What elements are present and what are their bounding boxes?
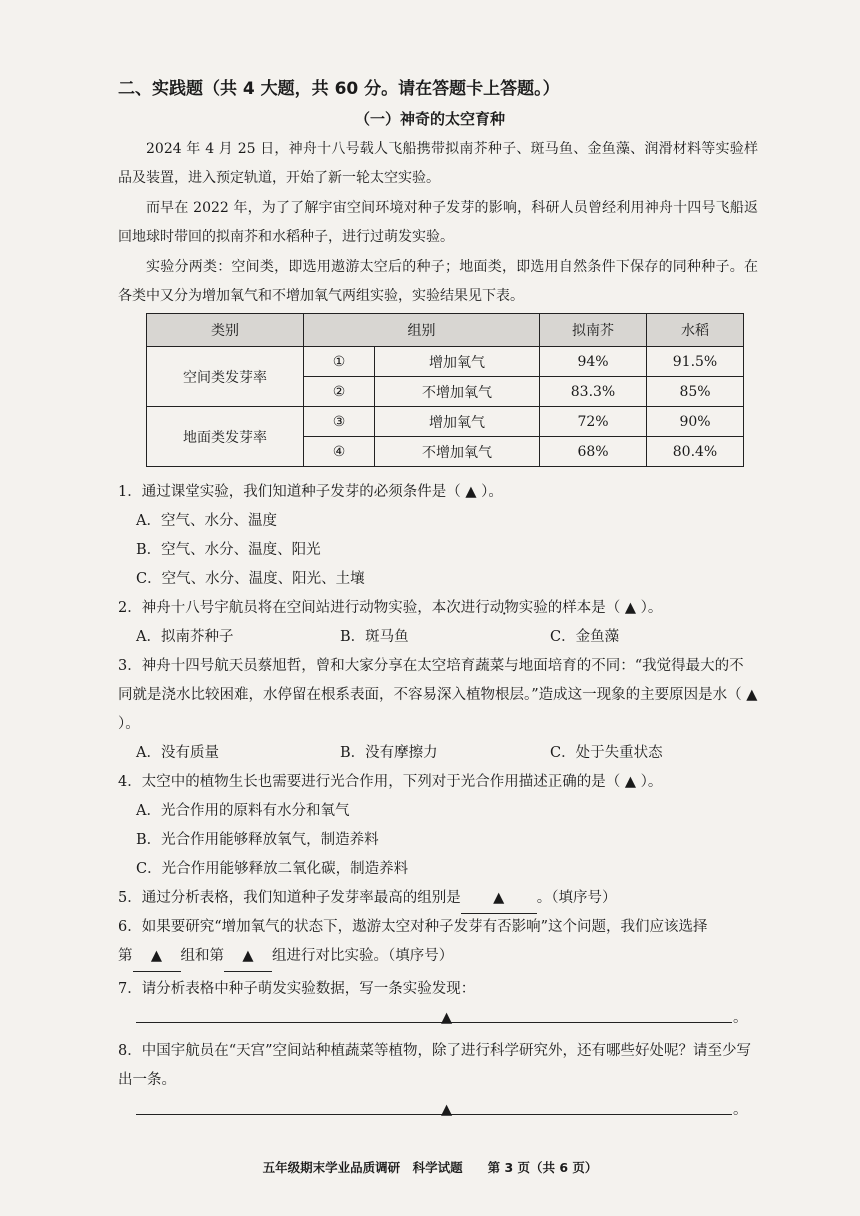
question-1-option-c: C．空气、水分、温度、阳光、土壤 [136,571,365,587]
question-2-option-c: C．金鱼藻 [550,629,620,645]
section-title: 二、实践题（共 4 大题，共 60 分。请在答题卡上答题。） [118,79,560,99]
question-5-answer-blank[interactable]: ▲ [461,884,537,914]
group-name: 不增加氧气 [375,377,540,407]
rate-rice: 80.4% [647,437,744,467]
question-2-emphasis: 动物 [489,600,519,616]
group-number: ④ [304,437,375,467]
table-header-row [147,314,744,347]
group-name: 不增加氧气 [375,437,540,467]
question-3-stem: 3．神舟十四号航天员蔡旭哲，曾和大家分享在太空培育蔬菜与地面培育的不同：“我觉得最大的不同就是浇水比较困难，水停留在根系表面，不容易深入植物根层。”造成这一现象的主要原因是水（ ▲ ）。 [118,658,758,732]
question-1-option-b: B．空气、水分、温度、阳光 [136,542,321,558]
page-footer: 五年级期末学业品质调研 科学试题 第 3 页（共 6 页） [262,1160,598,1175]
question-6-post: 组进行对比实验。（填序号） [272,948,454,964]
question-7-answer-line[interactable] [136,1022,732,1023]
rate-arabidopsis: 68% [540,437,647,467]
table-row [147,347,744,377]
question-2-option-b: B．斑马鱼 [340,629,409,645]
rate-arabidopsis: 83.3% [540,377,647,407]
category-space: 空间类发芽率 [147,347,304,407]
group-number: ③ [304,407,375,437]
question-4-option-b: B．光合作用能够释放氧气，制造养料 [136,832,379,848]
question-2-option-a: A．拟南芥种子 [136,629,234,645]
question-8-end-mark: 。 [733,1102,748,1118]
rate-rice: 90% [647,407,744,437]
question-4-option-c: C．光合作用能够释放二氧化碳，制造养料 [136,861,409,877]
rate-rice: 91.5% [647,347,744,377]
group-number: ① [304,347,375,377]
sub-title: （一）神奇的太空育种 [354,110,505,128]
question-6-mid: 组和第 [180,948,224,964]
header-arabidopsis: 拟南芥 [540,314,647,347]
question-7-end-mark: 。 [733,1010,748,1026]
rate-rice: 85% [647,377,744,407]
question-2-stem-post: 实验的样本是（ ▲ ）。 [518,600,663,616]
question-3-option-a: A．没有质量 [136,745,219,761]
table-row [147,407,744,437]
group-number: ② [304,377,375,407]
question-4-stem: 4．太空中的植物生长也需要进行光合作用，下列对于光合作用描述正确的是（ ▲ ）。 [118,774,663,790]
intro-paragraph-1: 2024 年 4 月 25 日，神舟十八号载人飞船携带拟南芥种子、斑马鱼、金鱼藻、润滑材料等实验样品及装置，进入预定轨道，开始了新一轮太空实验。 [118,141,758,186]
question-2-stem [118,594,758,623]
question-4-option-a: A．光合作用的原料有水分和氧气 [136,803,350,819]
question-6-answer-blank-2[interactable]: ▲ [224,942,272,972]
rate-arabidopsis: 94% [540,347,647,377]
category-ground: 地面类发芽率 [147,407,304,467]
question-6-answer-blank-1[interactable]: ▲ [133,942,181,972]
question-8-answer-line[interactable] [136,1114,732,1115]
group-name: 增加氧气 [375,347,540,377]
question-6-line-2 [118,942,758,972]
question-7-answer-marker: ▲ [441,1010,453,1026]
question-8-stem: 8．中国宇航员在“天宫”空间站种植蔬菜等植物，除了进行科学研究外，还有哪些好处呢？请至少写出一条。 [118,1043,752,1088]
question-7-stem: 7．请分析表格中种子萌发实验数据，写一条实验发现： [118,981,476,997]
question-2-stem-pre: 2．神舟十八号宇航员将在空间站进行动物实验，本次进行 [118,600,490,616]
question-6-pre: 第 [118,948,133,964]
group-name: 增加氧气 [375,407,540,437]
question-3-option-c: C．处于失重状态 [550,745,663,761]
intro-paragraph-2: 而早在 2022 年，为了了解宇宙空间环境对种子发芽的影响，科研人员曾经利用神舟十四号飞船返回地球时带回的拟南芥和水稻种子，进行过萌发实验。 [118,200,758,245]
header-rice: 水稻 [647,314,744,347]
header-category: 类别 [147,314,304,347]
question-1-stem: 1．通过课堂实验，我们知道种子发芽的必须条件是（ ▲ ）。 [118,484,503,500]
question-8-answer-marker: ▲ [441,1102,453,1118]
header-group: 组别 [304,314,540,347]
rate-arabidopsis: 72% [540,407,647,437]
question-1-option-a: A．空气、水分、温度 [136,513,277,529]
question-5 [118,884,758,914]
question-5-stem: 5．通过分析表格，我们知道种子发芽率最高的组别是 [118,890,461,906]
intro-paragraph-3: 实验分两类：空间类，即选用遨游太空后的种子；地面类，即选用自然条件下保存的同种种子。在各类中又分为增加氧气和不增加氧气两组实验，实验结果见下表。 [118,259,758,304]
question-3-option-b: B．没有摩擦力 [340,745,438,761]
results-table [146,313,744,467]
question-6-line-1: 6．如果要研究“增加氧气的状态下，遨游太空对种子发芽有否影响”这个问题，我们应该选择 [118,919,708,935]
question-5-note: 。（填序号） [536,890,617,906]
